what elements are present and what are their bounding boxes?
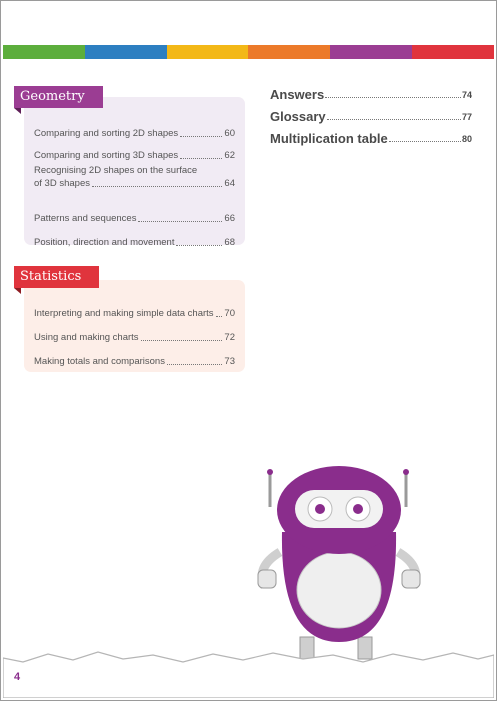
toc-item-title: Patterns and sequences [34, 213, 137, 224]
toc-item-page: 72 [224, 332, 235, 343]
toc-item[interactable] [34, 164, 235, 200]
back-matter-page: 77 [461, 112, 472, 122]
statistics-heading: Statistics [14, 266, 99, 288]
back-matter-item[interactable] [270, 80, 472, 102]
leader-dots [138, 220, 222, 222]
toc-item[interactable] [34, 139, 235, 161]
right-thumbs-up [402, 570, 420, 588]
leader-dots [92, 185, 222, 187]
toc-item-title: Comparing and sorting 3D shapes [34, 150, 179, 161]
toc-item[interactable] [34, 200, 235, 224]
left-pupil [315, 504, 325, 514]
leader-dots [180, 157, 222, 159]
toc-item-page: 66 [224, 213, 235, 224]
torn-paper-edge [3, 640, 494, 698]
back-matter-title: Glossary [270, 109, 326, 124]
back-matter-item[interactable] [270, 102, 472, 124]
toc-item[interactable] [34, 224, 235, 248]
geometry-section [24, 97, 245, 248]
leader-dots [216, 315, 223, 317]
leader-dots [167, 363, 222, 365]
toc-item-title: of 3D shapes [34, 178, 90, 189]
page-number: 4 [14, 671, 21, 683]
color-bar-yellow [167, 45, 249, 59]
left-thumbs-up [258, 570, 276, 588]
back-matter-title: Answers [270, 87, 325, 102]
left-antenna-tip [267, 469, 273, 475]
toc-item-page: 64 [224, 178, 235, 189]
leader-dots [389, 140, 461, 142]
right-pupil [353, 504, 363, 514]
geometry-list [34, 117, 235, 248]
toc-item-title-line1: Recognising 2D shapes on the surface [34, 165, 198, 176]
toc-item-title: Comparing and sorting 2D shapes [34, 128, 179, 139]
back-matter-page: 80 [461, 134, 472, 144]
leader-dots [180, 135, 222, 137]
back-matter-page: 74 [461, 90, 472, 100]
color-bar-blue [85, 45, 167, 59]
color-bar [3, 45, 494, 59]
toc-item-title: Position, direction and movement [34, 237, 175, 248]
right-antenna-tip [403, 469, 409, 475]
toc-item[interactable] [34, 117, 235, 139]
statistics-section [24, 280, 245, 372]
leader-dots [176, 244, 222, 246]
toc-item[interactable] [34, 297, 235, 319]
toc-item-title: Interpreting and making simple data charts [34, 308, 214, 319]
back-matter-item[interactable] [270, 124, 472, 146]
color-bar-red [412, 45, 494, 59]
toc-item-title: Using and making charts [34, 332, 139, 343]
toc-item[interactable] [34, 343, 235, 367]
leader-dots [325, 96, 461, 98]
toc-item-title: Making totals and comparisons [34, 356, 165, 367]
torn-paper-shape [3, 652, 494, 698]
toc-item-page: 62 [224, 150, 235, 161]
leader-dots [141, 339, 223, 341]
toc-item-page: 70 [224, 308, 235, 319]
back-matter-list [270, 80, 472, 146]
geometry-heading: Geometry [14, 86, 103, 108]
statistics-list [34, 297, 235, 367]
toc-item[interactable] [34, 319, 235, 343]
color-bar-orange [248, 45, 330, 59]
robot-belly [297, 552, 381, 628]
toc-item-page: 73 [224, 356, 235, 367]
color-bar-purple [330, 45, 412, 59]
ribbon-fold [14, 108, 21, 114]
back-matter-title: Multiplication table [270, 131, 388, 146]
ribbon-fold [14, 288, 21, 294]
toc-item-page: 60 [224, 128, 235, 139]
toc-item-page: 68 [224, 237, 235, 248]
leader-dots [327, 118, 461, 120]
color-bar-green [3, 45, 85, 59]
